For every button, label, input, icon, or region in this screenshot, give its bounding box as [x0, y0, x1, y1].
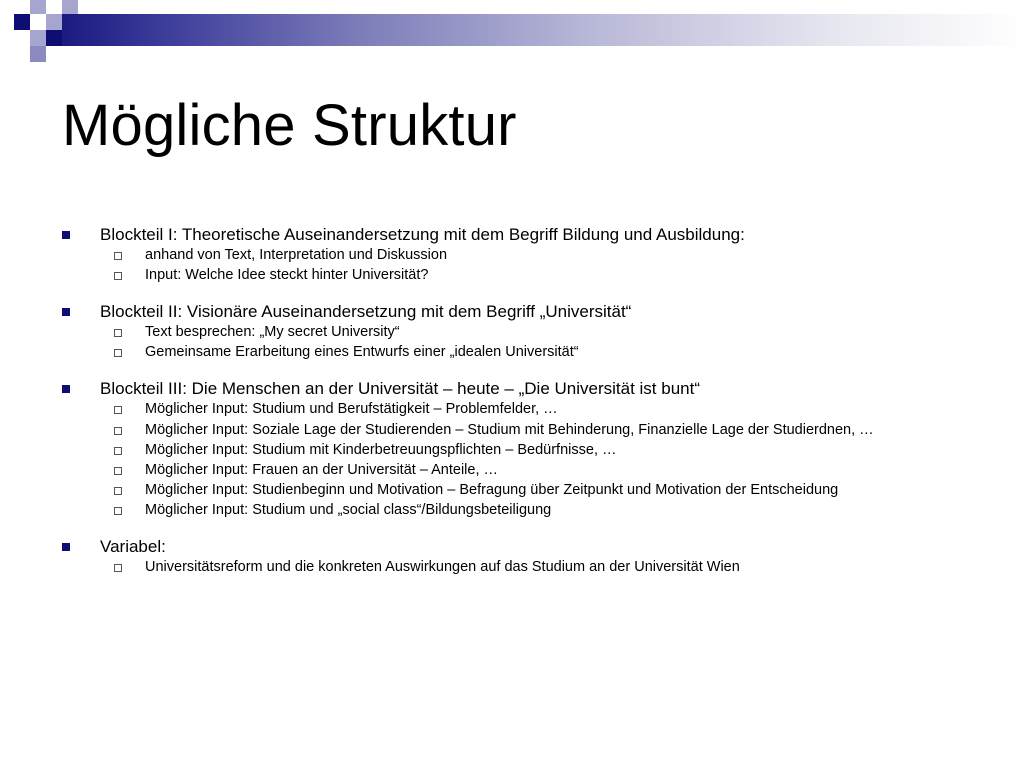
sub-bullet-item — [62, 442, 982, 459]
hollow-square-bullet-icon — [114, 447, 122, 455]
decor-square-mid — [30, 46, 46, 62]
decor-square-light — [30, 0, 46, 14]
square-bullet-icon — [62, 543, 70, 551]
main-bullet-label: Blockteil III: Die Menschen an der Universität – heute – „Die Universität ist bunt“ — [100, 379, 700, 399]
sub-bullet-label: Universitätsreform und die konkreten Auswirkungen auf das Studium an der Universität Wien — [145, 559, 740, 576]
main-bullet-item — [62, 378, 982, 400]
hollow-square-bullet-icon — [114, 272, 122, 280]
main-bullet-item — [62, 301, 982, 323]
sub-bullet-list — [62, 324, 982, 361]
hollow-square-bullet-icon — [114, 467, 122, 475]
header-gradient-bar — [62, 14, 1024, 46]
sub-bullet-list — [62, 247, 982, 284]
decor-square-navy — [46, 30, 62, 46]
sub-bullet-item — [62, 422, 982, 439]
slide-body — [62, 224, 982, 593]
block-4 — [62, 536, 982, 576]
sub-bullet-label: Text besprechen: „My secret University“ — [145, 324, 400, 341]
sub-bullet-list — [62, 559, 982, 576]
hollow-square-bullet-icon — [114, 329, 122, 337]
sub-bullet-label: Gemeinsame Erarbeitung eines Entwurfs einer „idealen Universität“ — [145, 344, 579, 361]
decor-square-light — [30, 30, 46, 46]
block-1 — [62, 224, 982, 284]
block-2 — [62, 301, 982, 361]
square-bullet-icon — [62, 231, 70, 239]
sub-bullet-item — [62, 462, 982, 479]
main-bullet-item — [62, 224, 982, 246]
hollow-square-bullet-icon — [114, 487, 122, 495]
sub-bullet-label: Möglicher Input: Frauen an der Universität – Anteile, … — [145, 461, 499, 478]
sub-bullet-item — [62, 324, 982, 341]
square-bullet-icon — [62, 385, 70, 393]
block-3 — [62, 378, 982, 519]
main-bullet-item — [62, 536, 982, 558]
sub-bullet-item — [62, 267, 982, 284]
sub-bullet-item — [62, 502, 982, 519]
main-bullet-label: Variabel: — [100, 537, 166, 557]
sub-bullet-item — [62, 482, 982, 499]
sub-bullet-label: Möglicher Input: Studium und Berufstätigkeit – Problemfelder, … — [145, 401, 558, 418]
sub-bullet-item — [62, 559, 982, 576]
hollow-square-bullet-icon — [114, 507, 122, 515]
sub-bullet-label: Input: Welche Idee steckt hinter Universität? — [145, 267, 429, 284]
header-decoration — [0, 0, 1024, 62]
hollow-square-bullet-icon — [114, 252, 122, 260]
sub-bullet-label: Möglicher Input: Studienbeginn und Motivation – Befragung über Zeitpunkt und Motivation der Entscheidung — [145, 482, 839, 499]
sub-bullet-label: Möglicher Input: Studium und „social class“/Bildungsbeteiligung — [145, 502, 552, 519]
square-bullet-icon — [62, 308, 70, 316]
hollow-square-bullet-icon — [114, 564, 122, 572]
sub-bullet-item — [62, 247, 982, 264]
main-bullet-label: Blockteil I: Theoretische Auseinandersetzung mit dem Begriff Bildung und Ausbildung: — [100, 225, 745, 244]
hollow-square-bullet-icon — [114, 406, 122, 414]
sub-bullet-label: anhand von Text, Interpretation und Diskussion — [145, 247, 448, 263]
sub-bullet-item — [62, 344, 982, 361]
sub-bullet-item — [62, 401, 982, 418]
hollow-square-bullet-icon — [114, 427, 122, 435]
sub-bullet-label: Möglicher Input: Studium mit Kinderbetreuungspflichten – Bedürfnisse, … — [145, 441, 617, 458]
sub-bullet-label: Möglicher Input: Soziale Lage der Studierenden – Studium mit Behinderung, Finanzielle Lage der Studierdnen, … — [145, 421, 874, 438]
main-bullet-label: Blockteil II: Visionäre Auseinandersetzung mit dem Begriff „Universität“ — [100, 302, 632, 322]
decor-square-navy — [14, 14, 30, 30]
decor-square-light — [46, 14, 62, 30]
sub-bullet-list — [62, 401, 982, 519]
slide-title: Mögliche Struktur — [62, 93, 517, 158]
hollow-square-bullet-icon — [114, 349, 122, 357]
decor-square-light — [62, 0, 78, 14]
